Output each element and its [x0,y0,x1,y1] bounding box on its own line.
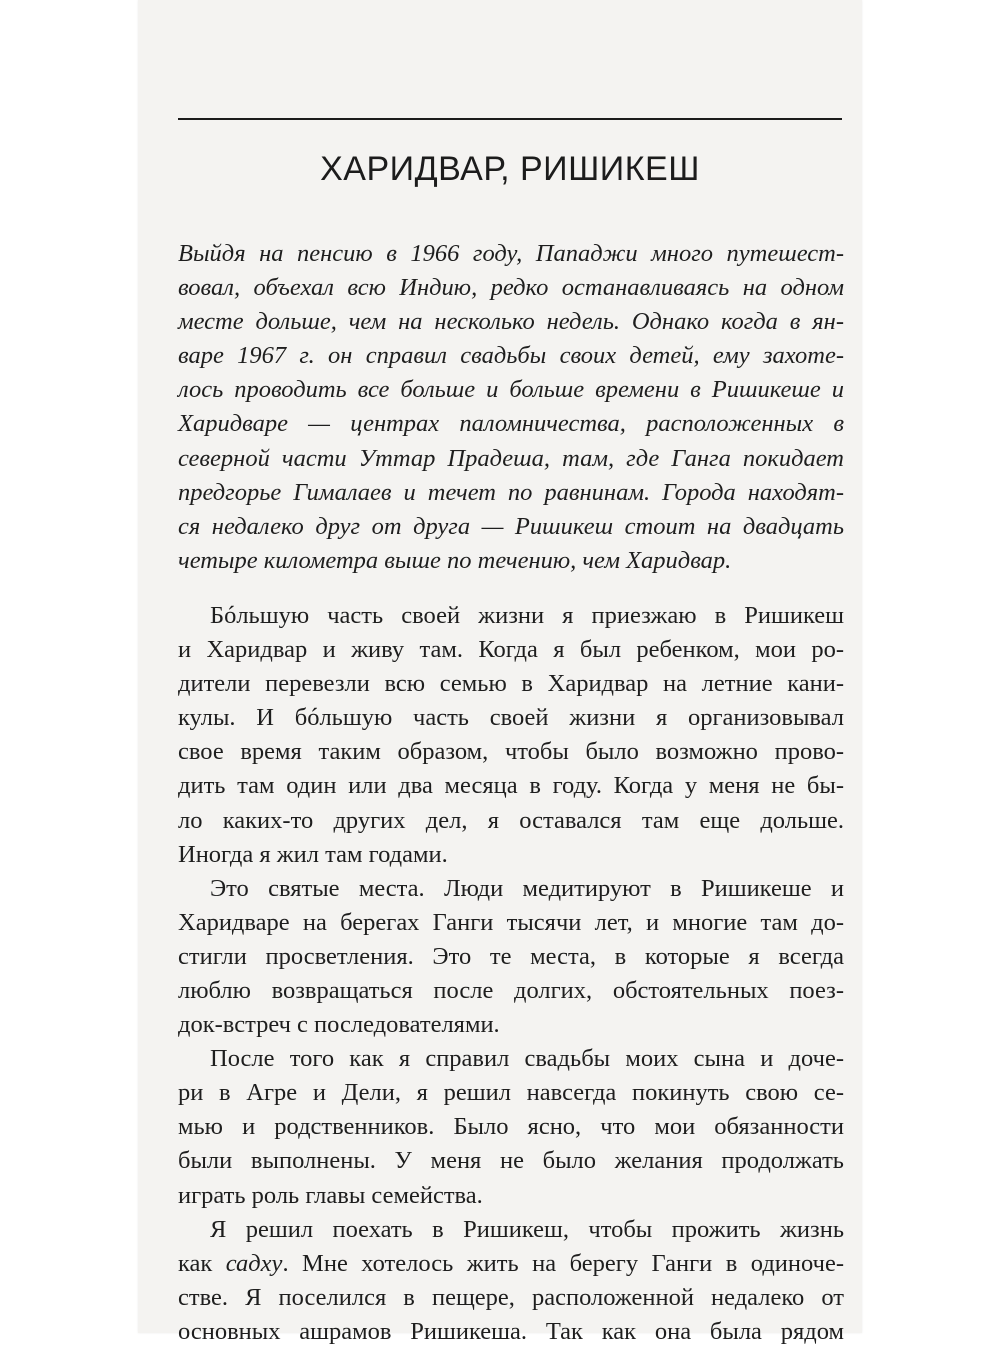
page-text [178,237,844,1349]
intro-line: предгорье Гималаев и течет по равнинам. Города находят- [178,478,844,506]
body-line: ри в Агре и Дели, я решил навсегда покинуть свою се- [178,1079,844,1107]
body-line: дить там один или два месяца в году. Когда у меня не бы- [178,772,844,800]
intro-line: варе 1967 г. он справил свадьбы своих детей, ему захоте- [178,342,844,370]
book-page [138,0,862,1345]
chapter-title: ХАРИДВАР, РИШИКЕШ [320,150,700,188]
body-line: свое время таким образом, чтобы было возможно прово- [178,738,844,766]
body-line: Бóльшую часть своей жизни я приезжаю в Ришикеш [210,601,844,629]
body-line: и Харидвар и живу там. Когда я был ребенком, мои ро- [178,636,844,664]
body-line: были выполнены. У меня не было желания продолжать [178,1147,844,1175]
body-line: стигли просветления. Это те места, в которые я всегда [178,942,844,970]
intro-line: ся недалеко друг от друга — Ришикеш стоит на двадцать [178,512,844,540]
chapter-rule [178,118,842,120]
intro-line: вовал, объехал всю Индию, редко останавливаясь на одном [178,274,844,302]
body-line: Это святые места. Люди медитируют в Ришикеше и [210,874,844,902]
body-line: Харидваре на берегах Ганги тысячи лет, и многие там до- [178,908,844,936]
body-text [178,599,844,1349]
body-line: кулы. И бóльшую часть своей жизни я организовывал [178,704,844,732]
italic-term: садху [225,1249,283,1277]
body-line: док-встреч с последователями. [178,1011,500,1039]
intro-line: Выйдя на пенсию в 1966 году, Пападжи много путешест- [178,240,844,267]
intro-line: четыре километра выше по течению, чем Харидвар. [178,546,732,574]
body-line: мью и родственников. Было ясно, что мои обязанности [178,1113,844,1141]
intro-line: лось проводить все больше и больше времени в Ришикеше и [178,376,844,404]
body-line: дители перевезли всю семью в Харидвар на летние кани- [178,670,844,698]
text-run: . Мне хотелось жить на берегу Ганги в одиноче- [282,1249,844,1277]
text-run: как [178,1249,226,1277]
intro-line: Харидваре — центрах паломничества, расположенных в [178,410,844,438]
intro-paragraph [178,237,844,578]
body-line [178,1247,844,1281]
body-line: основных ашрамов Ришикеша. Так как она была рядом [178,1317,844,1345]
intro-line: северной части Уттар Прадеша, там, где Ганга покидает [178,444,844,472]
body-line: Я решил поехать в Ришикеш, чтобы прожить жизнь [210,1215,844,1243]
body-line: стве. Я поселился в пещере, расположенной недалеко от [178,1283,844,1311]
body-line: люблю возвращаться после долгих, обстоятельных поез- [178,976,844,1004]
body-line: После того как я справил свадьбы моих сына и доче- [210,1045,844,1073]
body-line: ло каких-то других дел, я оставался там еще дольше. [178,806,844,834]
intro-line: месте дольше, чем на несколько недель. Однако когда в ян- [178,308,844,336]
body-line: Иногда я жил там годами. [178,840,448,868]
body-line: играть роль главы семейства. [178,1181,483,1209]
